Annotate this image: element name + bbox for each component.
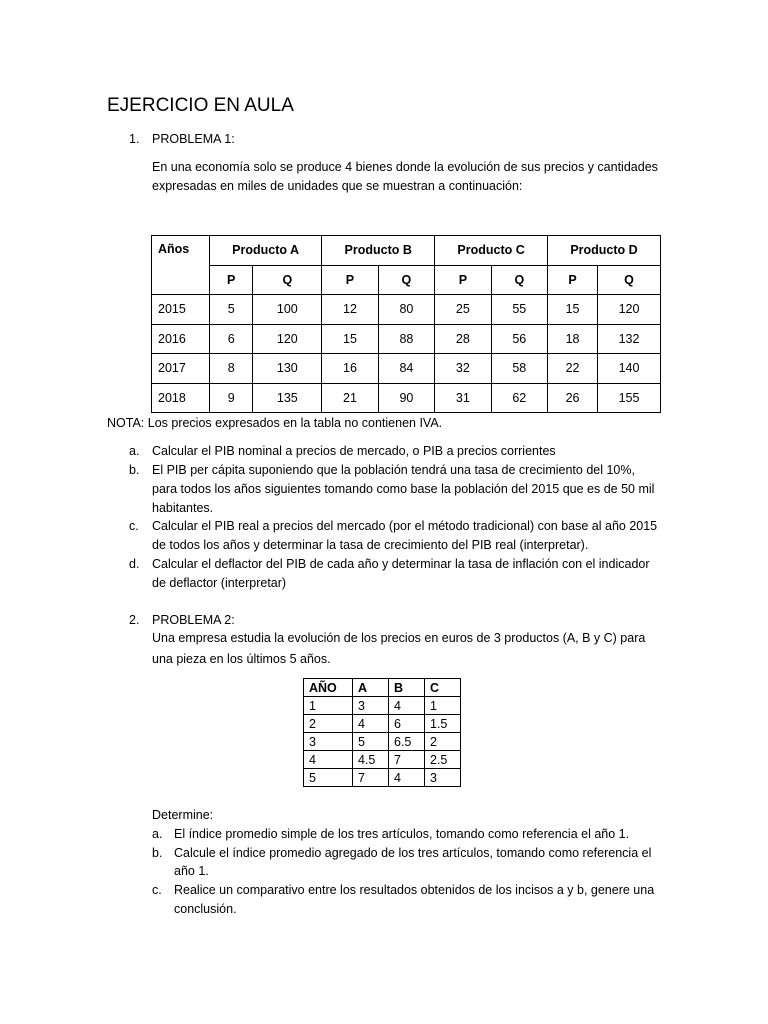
item-line: Realice un comparativo entre los resultados obtenidos de los incisos a y b, genere una	[174, 883, 655, 897]
item-line: año 1.	[174, 864, 209, 878]
table-cell: 1	[304, 697, 353, 715]
table-cell: 56	[491, 324, 547, 354]
price-table	[303, 678, 461, 787]
table-row	[304, 697, 461, 715]
page-title: EJERCICIO EN AULA	[107, 95, 294, 116]
table-header-b: B	[389, 679, 425, 697]
item-line: Calcule el índice promedio agregado de los tres artículos, tomando como referencia el	[174, 846, 652, 860]
table-cell: 7	[353, 769, 389, 787]
table-cell: 18	[548, 324, 598, 354]
problem-1-intro-line: En una economía solo se produce 4 bienes donde la evolución de sus precios y cantidades	[152, 160, 658, 174]
table-cell: 120	[598, 295, 661, 325]
item-line: conclusión.	[174, 902, 237, 916]
table-cell: 6	[210, 324, 253, 354]
table-cell: 90	[378, 383, 434, 413]
table-cell: 28	[435, 324, 491, 354]
table-subheader: P	[435, 265, 491, 295]
table-subheader-row	[152, 265, 661, 295]
problem-1-heading: PROBLEMA 1:	[152, 132, 235, 146]
item-line: Calcular el PIB real a precios del mercado (por el método tradicional) con base al año 2015	[152, 519, 658, 533]
problem-1-number: 1.	[129, 132, 140, 146]
table-header-row	[152, 236, 661, 266]
item-line: para todos los años siguientes tomando como base la población del 2015 que es de 50 mil	[152, 482, 655, 496]
determine-label: Determine:	[152, 808, 214, 822]
table-cell: 21	[322, 383, 378, 413]
table-cell: 4	[389, 697, 425, 715]
table-row	[304, 733, 461, 751]
table-row	[152, 324, 661, 354]
item-marker: c.	[129, 519, 139, 533]
table-cell: 120	[253, 324, 322, 354]
table-cell: 55	[491, 295, 547, 325]
item-marker: d.	[129, 557, 140, 571]
production-table	[151, 235, 661, 413]
table-row	[304, 751, 461, 769]
table-header-product-c: Producto C	[435, 236, 548, 266]
table-cell: 100	[253, 295, 322, 325]
table-header-years: Años	[152, 236, 210, 295]
table-cell: 132	[598, 324, 661, 354]
table-cell: 3	[353, 697, 389, 715]
table-cell: 12	[322, 295, 378, 325]
table-cell: 1	[425, 697, 461, 715]
item-line: habitantes.	[152, 501, 214, 515]
table-cell: 4	[353, 715, 389, 733]
table-cell: 5	[304, 769, 353, 787]
item-line: Calcular el PIB nominal a precios de mercado, o PIB a precios corrientes	[152, 444, 556, 458]
table-cell: 9	[210, 383, 253, 413]
item-marker: b.	[152, 846, 163, 860]
table-row	[152, 383, 661, 413]
item-marker: a.	[152, 827, 163, 841]
table-cell-year: 2016	[152, 324, 210, 354]
table-subheader: Q	[253, 265, 322, 295]
item-line: de todos los años y determinar la tasa de crecimiento del PIB real (interpretar).	[152, 538, 589, 552]
table-cell: 2	[425, 733, 461, 751]
table-cell: 130	[253, 354, 322, 384]
table-cell: 8	[210, 354, 253, 384]
table-cell: 4.5	[353, 751, 389, 769]
table-header-c: C	[425, 679, 461, 697]
problem-2-heading: PROBLEMA 2:	[152, 613, 235, 627]
table-cell: 80	[378, 295, 434, 325]
table-cell: 15	[548, 295, 598, 325]
table-cell: 3	[304, 733, 353, 751]
table-cell: 155	[598, 383, 661, 413]
table-header-product-b: Producto B	[322, 236, 435, 266]
table-cell: 4	[304, 751, 353, 769]
table-cell: 1.5	[425, 715, 461, 733]
table-cell: 31	[435, 383, 491, 413]
table-header-product-d: Producto D	[548, 236, 661, 266]
table-cell: 62	[491, 383, 547, 413]
item-line: Calcular el deflactor del PIB de cada año y determinar la tasa de inflación con el indicador	[152, 557, 650, 571]
item-marker: a.	[129, 444, 140, 458]
table-cell: 5	[353, 733, 389, 751]
problem-2-number: 2.	[129, 613, 140, 627]
problem-2-intro-line: una pieza en los últimos 5 años.	[152, 652, 331, 666]
table-subheader: P	[548, 265, 598, 295]
problem-2-intro-line: Una empresa estudia la evolución de los precios en euros de 3 productos (A, B y C) para	[152, 631, 646, 645]
table-subheader: P	[210, 265, 253, 295]
table-header-row	[304, 679, 461, 697]
table-cell: 15	[322, 324, 378, 354]
table-subheader: Q	[491, 265, 547, 295]
table-header-product-a: Producto A	[210, 236, 322, 266]
table-cell-year: 2018	[152, 383, 210, 413]
table-cell: 16	[322, 354, 378, 384]
item-line: El PIB per cápita suponiendo que la población tendrá una tasa de crecimiento del 10%,	[152, 463, 635, 477]
table-cell: 2.5	[425, 751, 461, 769]
table-header-a: A	[353, 679, 389, 697]
table-cell: 84	[378, 354, 434, 384]
table-cell: 58	[491, 354, 547, 384]
table-cell: 26	[548, 383, 598, 413]
table-row	[152, 354, 661, 384]
table-cell: 3	[425, 769, 461, 787]
table-row	[304, 769, 461, 787]
table-cell: 6.5	[389, 733, 425, 751]
problem-1-intro-line: expresadas en miles de unidades que se muestran a continuación:	[152, 179, 523, 193]
table-cell: 32	[435, 354, 491, 384]
table-cell: 135	[253, 383, 322, 413]
table-cell: 88	[378, 324, 434, 354]
item-line: de deflactor (interpretar)	[152, 576, 287, 590]
table-cell: 7	[389, 751, 425, 769]
table-subheader: P	[322, 265, 378, 295]
table-subheader: Q	[598, 265, 661, 295]
table-cell-year: 2017	[152, 354, 210, 384]
item-line: El índice promedio simple de los tres artículos, tomando como referencia el año 1.	[174, 827, 630, 841]
item-marker: b.	[129, 463, 140, 477]
table-cell-year: 2015	[152, 295, 210, 325]
table-subheader: Q	[378, 265, 434, 295]
table-cell: 25	[435, 295, 491, 325]
table-cell: 22	[548, 354, 598, 384]
table-row	[152, 295, 661, 325]
table-note: NOTA: Los precios expresados en la tabla no contienen IVA.	[107, 416, 443, 430]
table-cell: 6	[389, 715, 425, 733]
table-cell: 140	[598, 354, 661, 384]
table-row	[304, 715, 461, 733]
table-cell: 2	[304, 715, 353, 733]
table-cell: 5	[210, 295, 253, 325]
table-cell: 4	[389, 769, 425, 787]
table-header-year: AÑO	[304, 679, 353, 697]
item-marker: c.	[152, 883, 162, 897]
